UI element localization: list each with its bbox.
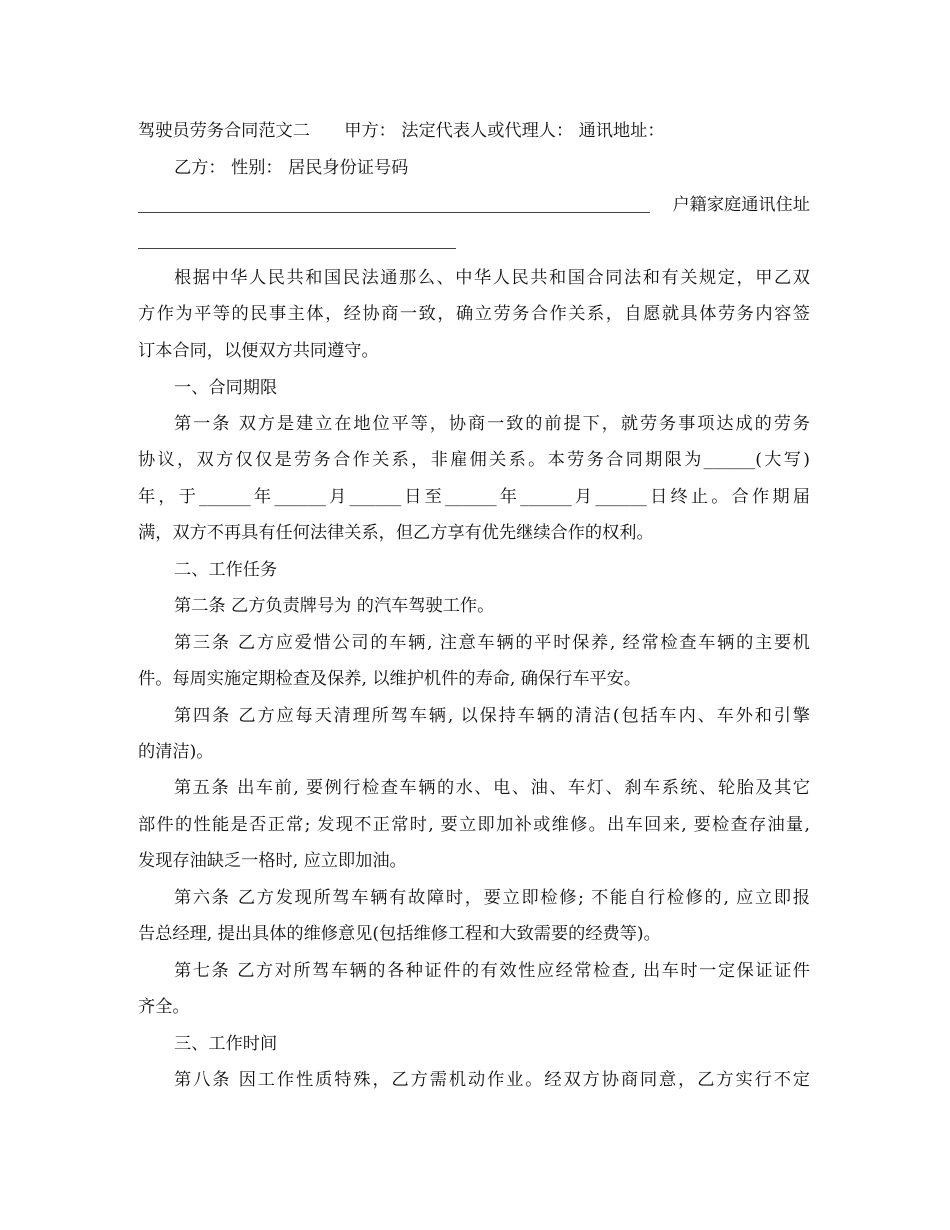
paragraph-line: 第三条 乙方应爱惜公司的车辆, 注意车辆的平时保养, 经常检查车辆的主要机 [174,633,810,653]
section-heading: 二、工作任务 [174,560,278,580]
paragraph-line: 的清洁)。 [138,742,214,762]
paragraph-line: 告总经理, 提出具体的维修意见(包括维修工程和大致需要的经费等)。 [138,924,661,944]
paragraph-line: 齐全。 [138,997,190,1017]
paragraph-line: 年，于______年______月______日至______年______月______日终止。合作期届 [138,487,810,507]
section-heading: 一、合同期限 [174,378,278,398]
blank-underline-1 [138,212,650,213]
paragraph-line: 方作为平等的民事主体，经协商一致，确立劳务合作关系，自愿就具体劳务内容签 [138,304,810,324]
party-b-line: 乙方： 性别： 居民身份证号码 [174,158,409,178]
paragraph-line: 根据中华人民共和国民法通那么、中华人民共和国合同法和有关规定，甲乙双 [174,268,810,288]
section-heading: 三、工作时间 [174,1034,278,1054]
paragraph-line: 第一条 双方是建立在地位平等，协商一致的前提下，就劳务事项达成的劳务 [174,414,810,434]
blank-underline-2 [138,248,456,249]
contract-title-line: 驾驶员劳务合同范文二 甲方： 法定代表人或代理人： 通讯地址： [138,121,665,141]
paragraph-line: 第八条 因工作性质特殊，乙方需机动作业。经双方协商同意，乙方实行不定 [174,1070,810,1090]
paragraph-line: 部件的性能是否正常; 发现不正常时, 要立即加补或维修。出车回来, 要检查存油量, [138,815,810,835]
paragraph-line: 件。每周实施定期检查及保养, 以维护机件的寿命, 确保行车平安。 [138,669,642,689]
address-label: 户籍家庭通讯住址 [672,195,810,215]
paragraph-line: 第二条 乙方负责牌号为 的汽车驾驶工作。 [174,596,495,616]
paragraph-line: 发现存油缺乏一格时, 应立即加油。 [138,851,407,871]
paragraph-line: 订本合同，以便双方共同遵守。 [138,341,379,361]
paragraph-line: 第五条 出车前, 要例行检查车辆的水、电、油、车灯、刹车系统、轮胎及其它 [174,778,810,798]
paragraph-line: 第四条 乙方应每天清理所驾车辆, 以保持车辆的清洁(包括车内、车外和引擎 [174,706,810,726]
paragraph-line: 满，双方不再具有任何法律关系，但乙方享有优先继续合作的权利。 [138,523,654,543]
paragraph-line: 协议，双方仅仅是劳务合作关系，非雇佣关系。本劳务合同期限为______(大写) [138,450,810,470]
paragraph-line: 第六条 乙方发现所驾车辆有故障时，要立即检修; 不能自行检修的, 应立即报 [174,888,810,908]
paragraph-line: 第七条 乙方对所驾车辆的各种证件的有效性应经常检查, 出车时一定保证证件 [174,961,810,981]
